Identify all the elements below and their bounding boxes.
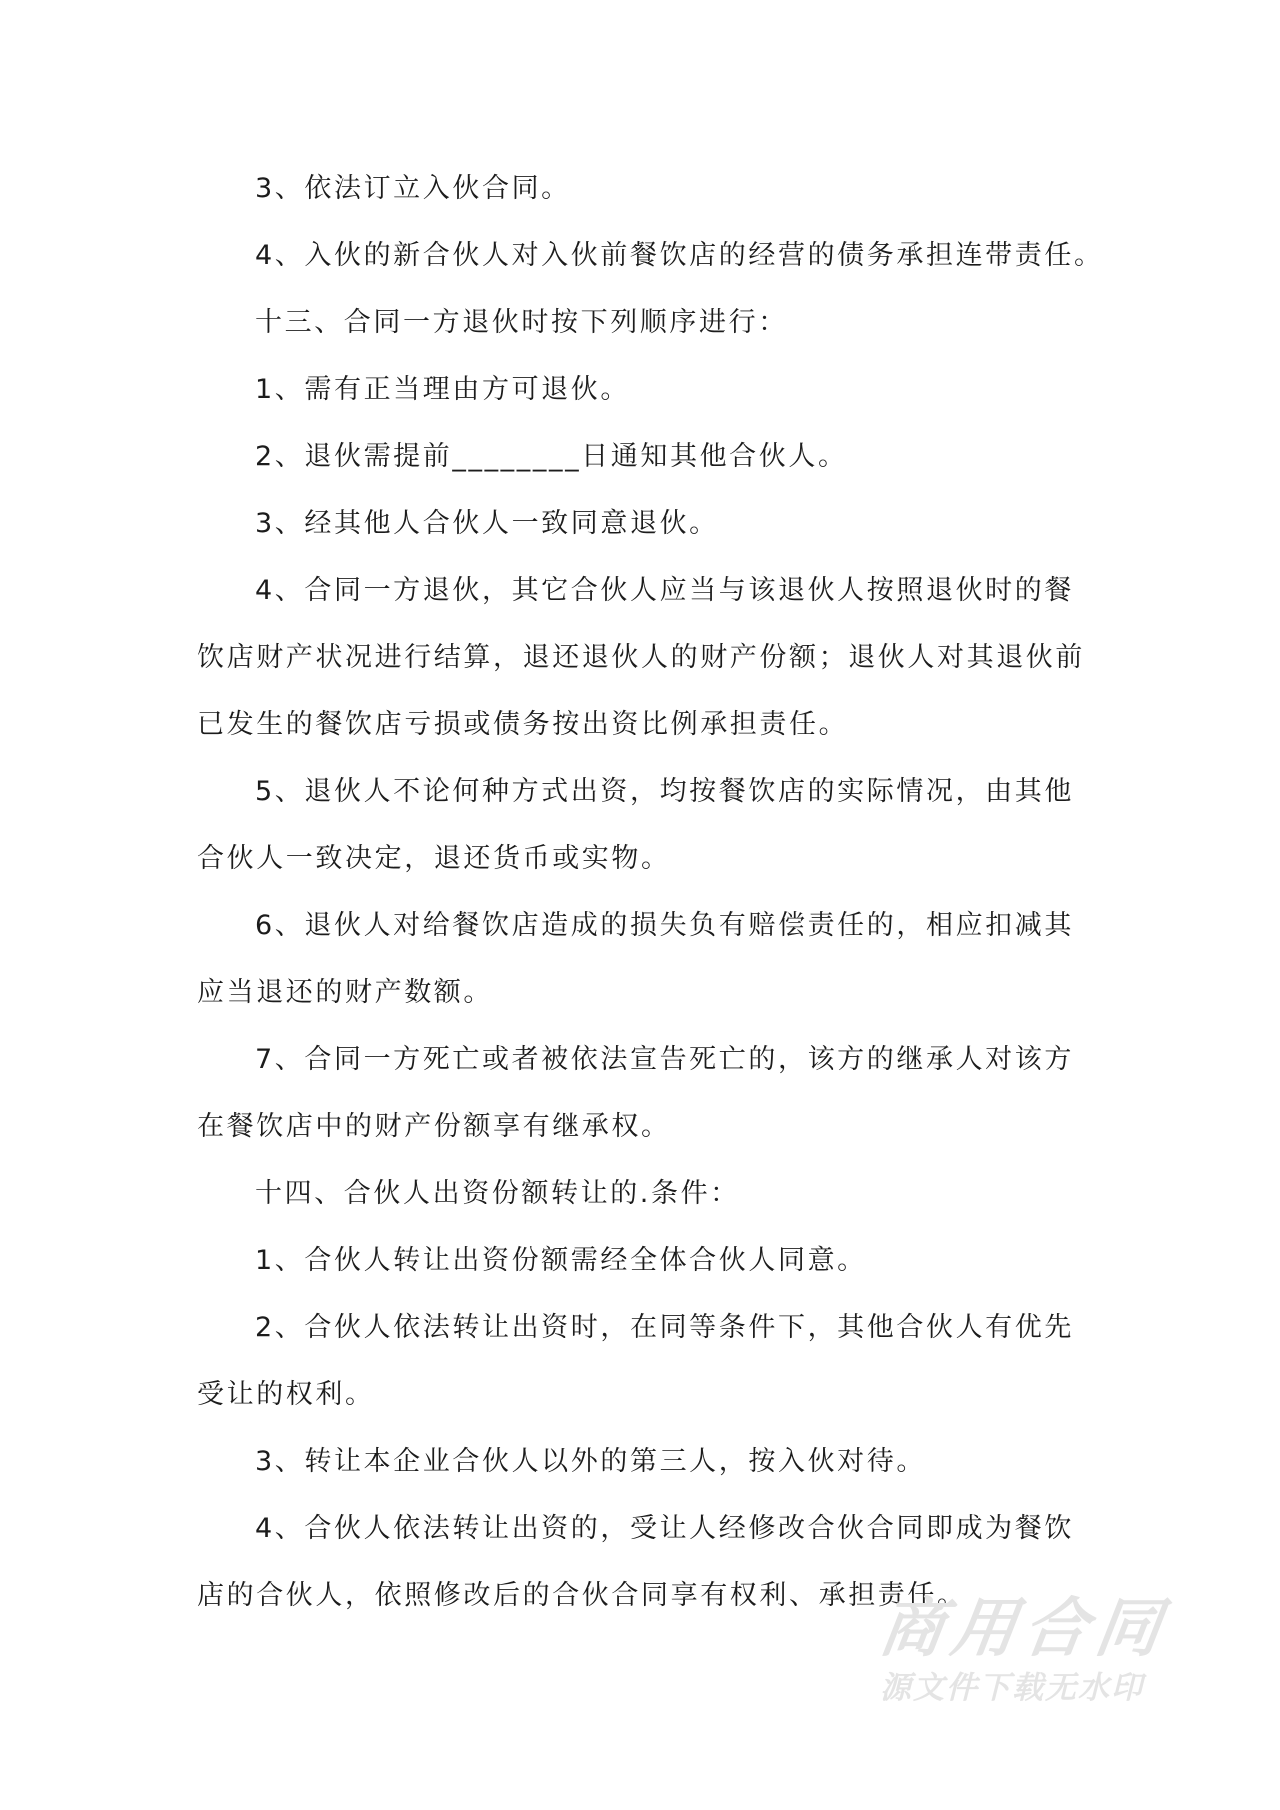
paragraph-line: 6、退伙人对给餐饮店造成的损失负有赔偿责任的，相应扣减其: [255, 910, 1074, 941]
paragraph-line: 1、合伙人转让出资份额需经全体合伙人同意。: [255, 1245, 867, 1276]
watermark-title: 商用合同: [874, 1592, 1174, 1666]
paragraph-line: 4、合同一方退伙，其它合伙人应当与该退伙人按照退伙时的餐: [255, 575, 1074, 606]
paragraph-line: 2、合伙人依法转让出资时，在同等条件下，其他合伙人有优先: [255, 1312, 1074, 1343]
paragraph-line: 应当退还的财产数额。: [197, 977, 493, 1008]
section-heading-13: 十三、合同一方退伙时按下列顺序进行：: [255, 307, 788, 338]
paragraph-line: 5、退伙人不论何种方式出资，均按餐饮店的实际情况，由其他: [255, 776, 1074, 807]
paragraph-line: 1、需有正当理由方可退伙。: [255, 374, 630, 405]
section-heading-14: 十四、合伙人出资份额转让的.条件：: [255, 1178, 740, 1209]
watermark-subtitle: 源文件下载无水印: [880, 1670, 1144, 1706]
paragraph-line: 7、合同一方死亡或者被依法宣告死亡的，该方的继承人对该方: [255, 1044, 1074, 1075]
paragraph-line: 已发生的餐饮店亏损或债务按出资比例承担责任。: [197, 709, 849, 740]
paragraph-line: 3、经其他人合伙人一致同意退伙。: [255, 508, 719, 539]
paragraph-line: 2、退伙需提前________日通知其他合伙人。: [255, 441, 848, 472]
paragraph-line: 4、入伙的新合伙人对入伙前餐饮店的经营的债务承担连带责任。: [255, 240, 1104, 271]
paragraph-line: 3、依法订立入伙合同。: [255, 173, 571, 204]
paragraph-line: 3、转让本企业合伙人以外的第三人，按入伙对待。: [255, 1446, 926, 1477]
paragraph-line: 店的合伙人，依照修改后的合伙合同享有权利、承担责任。: [197, 1580, 967, 1611]
paragraph-line: 饮店财产状况进行结算，退还退伙人的财产份额；退伙人对其退伙前: [197, 642, 1085, 673]
paragraph-line: 4、合伙人依法转让出资的，受让人经修改合伙合同即成为餐饮: [255, 1513, 1074, 1544]
paragraph-line: 在餐饮店中的财产份额享有继承权。: [197, 1111, 671, 1142]
paragraph-line: 合伙人一致决定，退还货币或实物。: [197, 843, 671, 874]
paragraph-line: 受让的权利。: [197, 1379, 375, 1410]
